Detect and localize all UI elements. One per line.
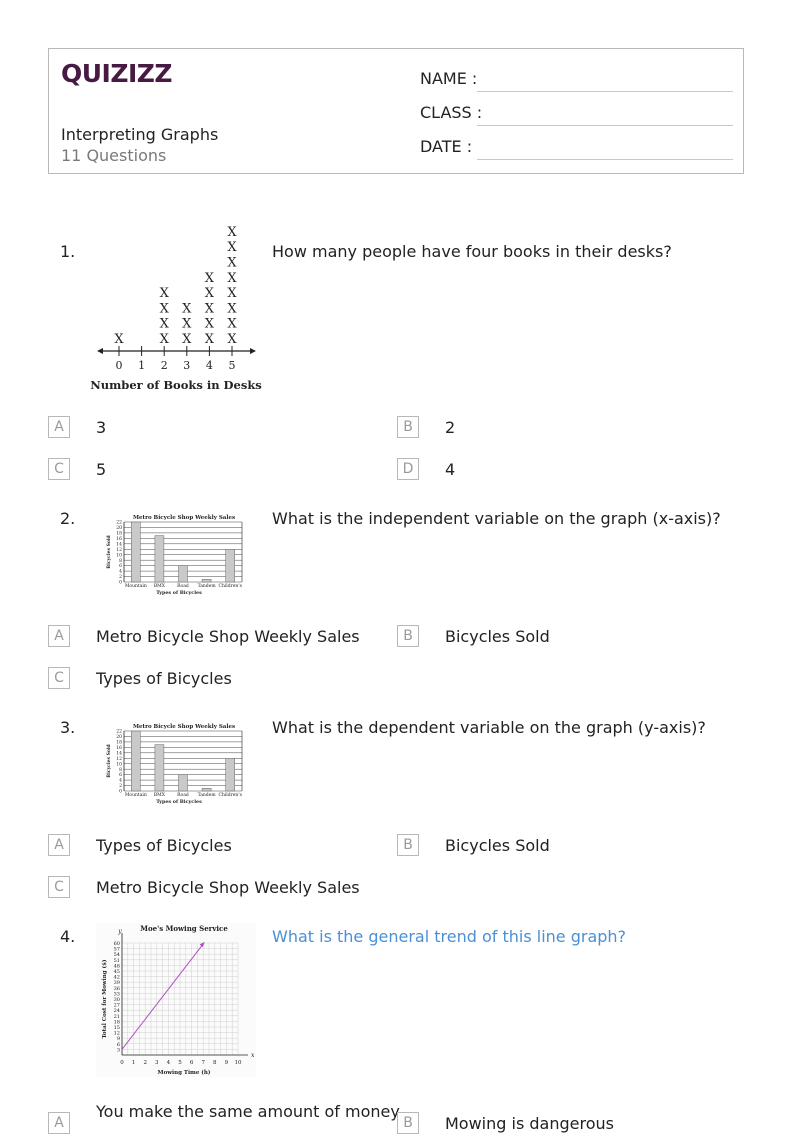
x-mark: X — [227, 332, 237, 347]
y-tick-label: 18 — [116, 531, 122, 537]
option-text[interactable]: 3 — [96, 418, 107, 437]
option-text[interactable]: 4 — [445, 460, 456, 479]
x-mark: X — [227, 301, 237, 317]
x-tick-label: 8 — [213, 1060, 217, 1066]
y-tick-label: 20 — [116, 735, 122, 741]
y-tick-label: 14 — [116, 542, 122, 548]
y-axis-letter: y — [118, 928, 122, 935]
option-letter[interactable]: C — [48, 667, 70, 689]
x-tick-label: Road — [177, 793, 189, 798]
y-tick-label: 33 — [113, 991, 120, 998]
tick-label: 3 — [183, 359, 191, 372]
y-tick-label: 54 — [113, 952, 120, 959]
option-letter[interactable]: A — [48, 1112, 70, 1134]
bar — [179, 775, 188, 791]
y-tick-label: 20 — [116, 526, 122, 532]
x-mark: X — [182, 332, 192, 347]
x-mark: X — [227, 224, 237, 240]
option-letter[interactable]: C — [48, 876, 70, 898]
y-tick-label: 18 — [116, 740, 122, 746]
y-tick-label: 12 — [113, 1030, 120, 1037]
x-mark: X — [159, 316, 169, 332]
x-tick-label: Road — [177, 584, 189, 589]
question-text: What is the dependent variable on the graph (y-axis)? — [272, 718, 706, 737]
tick-label: 4 — [205, 359, 213, 372]
x-axis-title: Types of Bicycles — [156, 590, 202, 596]
question-text: What is the general trend of this line graph? — [272, 927, 627, 946]
y-tick-label: 15 — [113, 1025, 120, 1031]
bar — [202, 788, 211, 791]
x-mark: X — [159, 301, 169, 317]
y-tick-label: 27 — [113, 1002, 120, 1009]
x-mark: X — [227, 240, 237, 256]
y-tick-label: 36 — [113, 985, 120, 992]
bar — [179, 566, 188, 582]
y-tick-label: 12 — [116, 756, 122, 762]
question-number: 2. — [60, 509, 76, 528]
worksheet-title: Interpreting Graphs — [61, 125, 219, 144]
y-tick-label: 0 — [119, 580, 122, 586]
bar — [131, 522, 140, 582]
axis-title: Number of Books in Desks — [90, 378, 262, 392]
option-letter[interactable]: C — [48, 458, 70, 480]
x-tick-label: 3 — [155, 1060, 159, 1066]
worksheet-header — [48, 48, 744, 174]
x-tick-label: 9 — [224, 1060, 229, 1066]
y-tick-label: 48 — [113, 963, 120, 970]
class-line[interactable] — [477, 125, 733, 126]
y-tick-label: 18 — [113, 1019, 120, 1026]
x-tick-label: 4 — [166, 1060, 171, 1066]
x-tick-label: 10 — [234, 1060, 242, 1066]
x-mark: X — [114, 332, 124, 347]
tick-label: 2 — [160, 359, 168, 372]
x-axis-title: Types of Bicycles — [156, 799, 202, 805]
bar — [226, 549, 235, 582]
x-tick-label: Tandem — [197, 584, 216, 589]
bar-chart-figure — [104, 721, 244, 805]
chart-title: Metro Bicycle Shop Weekly Sales — [132, 724, 236, 730]
y-tick-label: 10 — [116, 762, 122, 768]
x-mark: X — [159, 286, 169, 302]
x-tick-label: 5 — [178, 1060, 182, 1066]
option-text[interactable]: Metro Bicycle Shop Weekly Sales — [96, 627, 360, 646]
y-tick-label: 16 — [116, 745, 122, 751]
arrow-right — [250, 348, 256, 354]
y-axis-title: Total Cost for Mowing ($) — [102, 959, 108, 1039]
tick-label: 1 — [138, 359, 146, 372]
bar — [155, 536, 164, 582]
bar-chart-figure — [104, 512, 244, 596]
y-axis-title: Bicycles Sold — [107, 535, 112, 569]
y-tick-label: 2 — [119, 784, 122, 790]
y-tick-label: 16 — [116, 536, 122, 542]
y-tick-label: 12 — [116, 547, 122, 553]
x-tick-label: 7 — [201, 1060, 205, 1066]
x-tick-label: 1 — [131, 1060, 136, 1066]
y-tick-label: 6 — [119, 564, 122, 570]
x-mark: X — [227, 316, 237, 332]
y-tick-label: 21 — [113, 1013, 120, 1020]
option-text[interactable]: 2 — [445, 418, 456, 437]
y-tick-label: 8 — [119, 558, 122, 564]
quizizz-logo: QUIZIZZ — [61, 59, 173, 88]
option-letter[interactable]: A — [48, 625, 70, 647]
option-text[interactable]: 5 — [96, 460, 107, 479]
option-text[interactable]: Types of Bicycles — [96, 836, 232, 855]
y-tick-label: 10 — [116, 553, 122, 559]
x-tick-label: Mountain — [124, 793, 147, 798]
question-number: 3. — [60, 718, 76, 737]
bar — [131, 731, 140, 791]
line-graph-figure — [96, 923, 256, 1077]
x-tick-label: Children's — [218, 793, 242, 798]
option-letter[interactable]: A — [48, 834, 70, 856]
x-mark: X — [159, 332, 169, 347]
x-mark: X — [204, 286, 215, 302]
question-text: How many people have four books in their desks? — [272, 242, 672, 261]
chart-title: Metro Bicycle Shop Weekly Sales — [132, 515, 236, 521]
x-mark: X — [204, 316, 215, 332]
option-text[interactable]: Metro Bicycle Shop Weekly Sales — [96, 878, 360, 897]
y-axis-title: Bicycles Sold — [107, 744, 112, 778]
y-tick-label: 22 — [116, 520, 122, 526]
x-mark: X — [227, 255, 237, 271]
x-tick-label: 2 — [143, 1060, 147, 1066]
y-tick-label: 4 — [119, 569, 122, 575]
arrow-left — [97, 348, 103, 354]
y-tick-label: 39 — [113, 980, 120, 987]
y-tick-label: 4 — [119, 778, 122, 784]
x-tick-label: Children's — [218, 584, 242, 589]
question-count: 11 Questions — [61, 146, 167, 165]
option-text[interactable]: Mowing is dangerous — [445, 1114, 614, 1133]
class-label: CLASS : — [420, 103, 483, 122]
y-tick-label: 0 — [119, 789, 122, 795]
date-label: DATE : — [420, 137, 473, 156]
x-mark: X — [227, 270, 237, 286]
tick-label: 5 — [228, 359, 236, 372]
name-label: NAME : — [420, 69, 478, 88]
x-tick-label: Tandem — [197, 793, 216, 798]
option-letter[interactable]: B — [397, 1112, 419, 1134]
x-tick-label: BMX — [153, 793, 165, 798]
bar — [155, 745, 164, 791]
question-number: 4. — [60, 927, 76, 946]
y-tick-label: 51 — [113, 957, 120, 964]
x-mark: X — [227, 286, 237, 302]
option-text[interactable]: You make the same amount of money — [96, 1102, 400, 1121]
question-text: What is the independent variable on the graph (x-axis)? — [272, 509, 721, 528]
x-axis-title: Mowing Time (h) — [157, 1070, 211, 1076]
y-tick-label: 60 — [113, 941, 120, 947]
x-mark: X — [204, 332, 215, 347]
x-tick-label: 0 — [120, 1060, 124, 1066]
option-text[interactable]: Types of Bicycles — [96, 669, 232, 688]
y-tick-label: 22 — [116, 729, 122, 735]
y-tick-label: 6 — [119, 773, 122, 779]
y-tick-label: 24 — [113, 1008, 120, 1015]
x-tick-label: 6 — [189, 1060, 194, 1066]
y-tick-label: 2 — [119, 575, 122, 581]
option-text[interactable]: Bicycles Sold — [445, 836, 550, 855]
option-letter[interactable]: D — [397, 458, 419, 480]
option-letter[interactable]: B — [397, 834, 419, 856]
option-letter[interactable]: B — [397, 416, 419, 438]
x-axis-letter: x — [251, 1052, 255, 1059]
x-mark: X — [182, 316, 192, 332]
y-tick-label: 30 — [113, 997, 120, 1003]
name-line[interactable] — [477, 91, 733, 92]
y-tick-label: 3 — [116, 1047, 120, 1054]
x-mark: X — [204, 270, 215, 286]
y-tick-label: 45 — [113, 969, 120, 975]
y-tick-label: 42 — [113, 974, 120, 981]
question-number: 1. — [60, 242, 76, 261]
date-line[interactable] — [477, 159, 733, 160]
option-letter[interactable]: A — [48, 416, 70, 438]
chart-title: Moe's Mowing Service — [140, 924, 228, 933]
y-tick-label: 8 — [119, 767, 122, 773]
y-tick-label: 14 — [116, 751, 122, 757]
x-tick-label: BMX — [153, 584, 165, 589]
option-text[interactable]: Bicycles Sold — [445, 627, 550, 646]
y-tick-label: 6 — [116, 1041, 120, 1048]
dot-plot-figure — [90, 224, 262, 396]
x-mark: X — [204, 301, 215, 317]
y-tick-label: 57 — [113, 946, 120, 953]
option-letter[interactable]: B — [397, 625, 419, 647]
x-mark: X — [182, 301, 192, 317]
bar — [202, 579, 211, 582]
bar — [226, 758, 235, 791]
tick-label: 0 — [115, 359, 123, 372]
y-tick-label: 9 — [116, 1036, 120, 1043]
x-tick-label: Mountain — [124, 584, 147, 589]
